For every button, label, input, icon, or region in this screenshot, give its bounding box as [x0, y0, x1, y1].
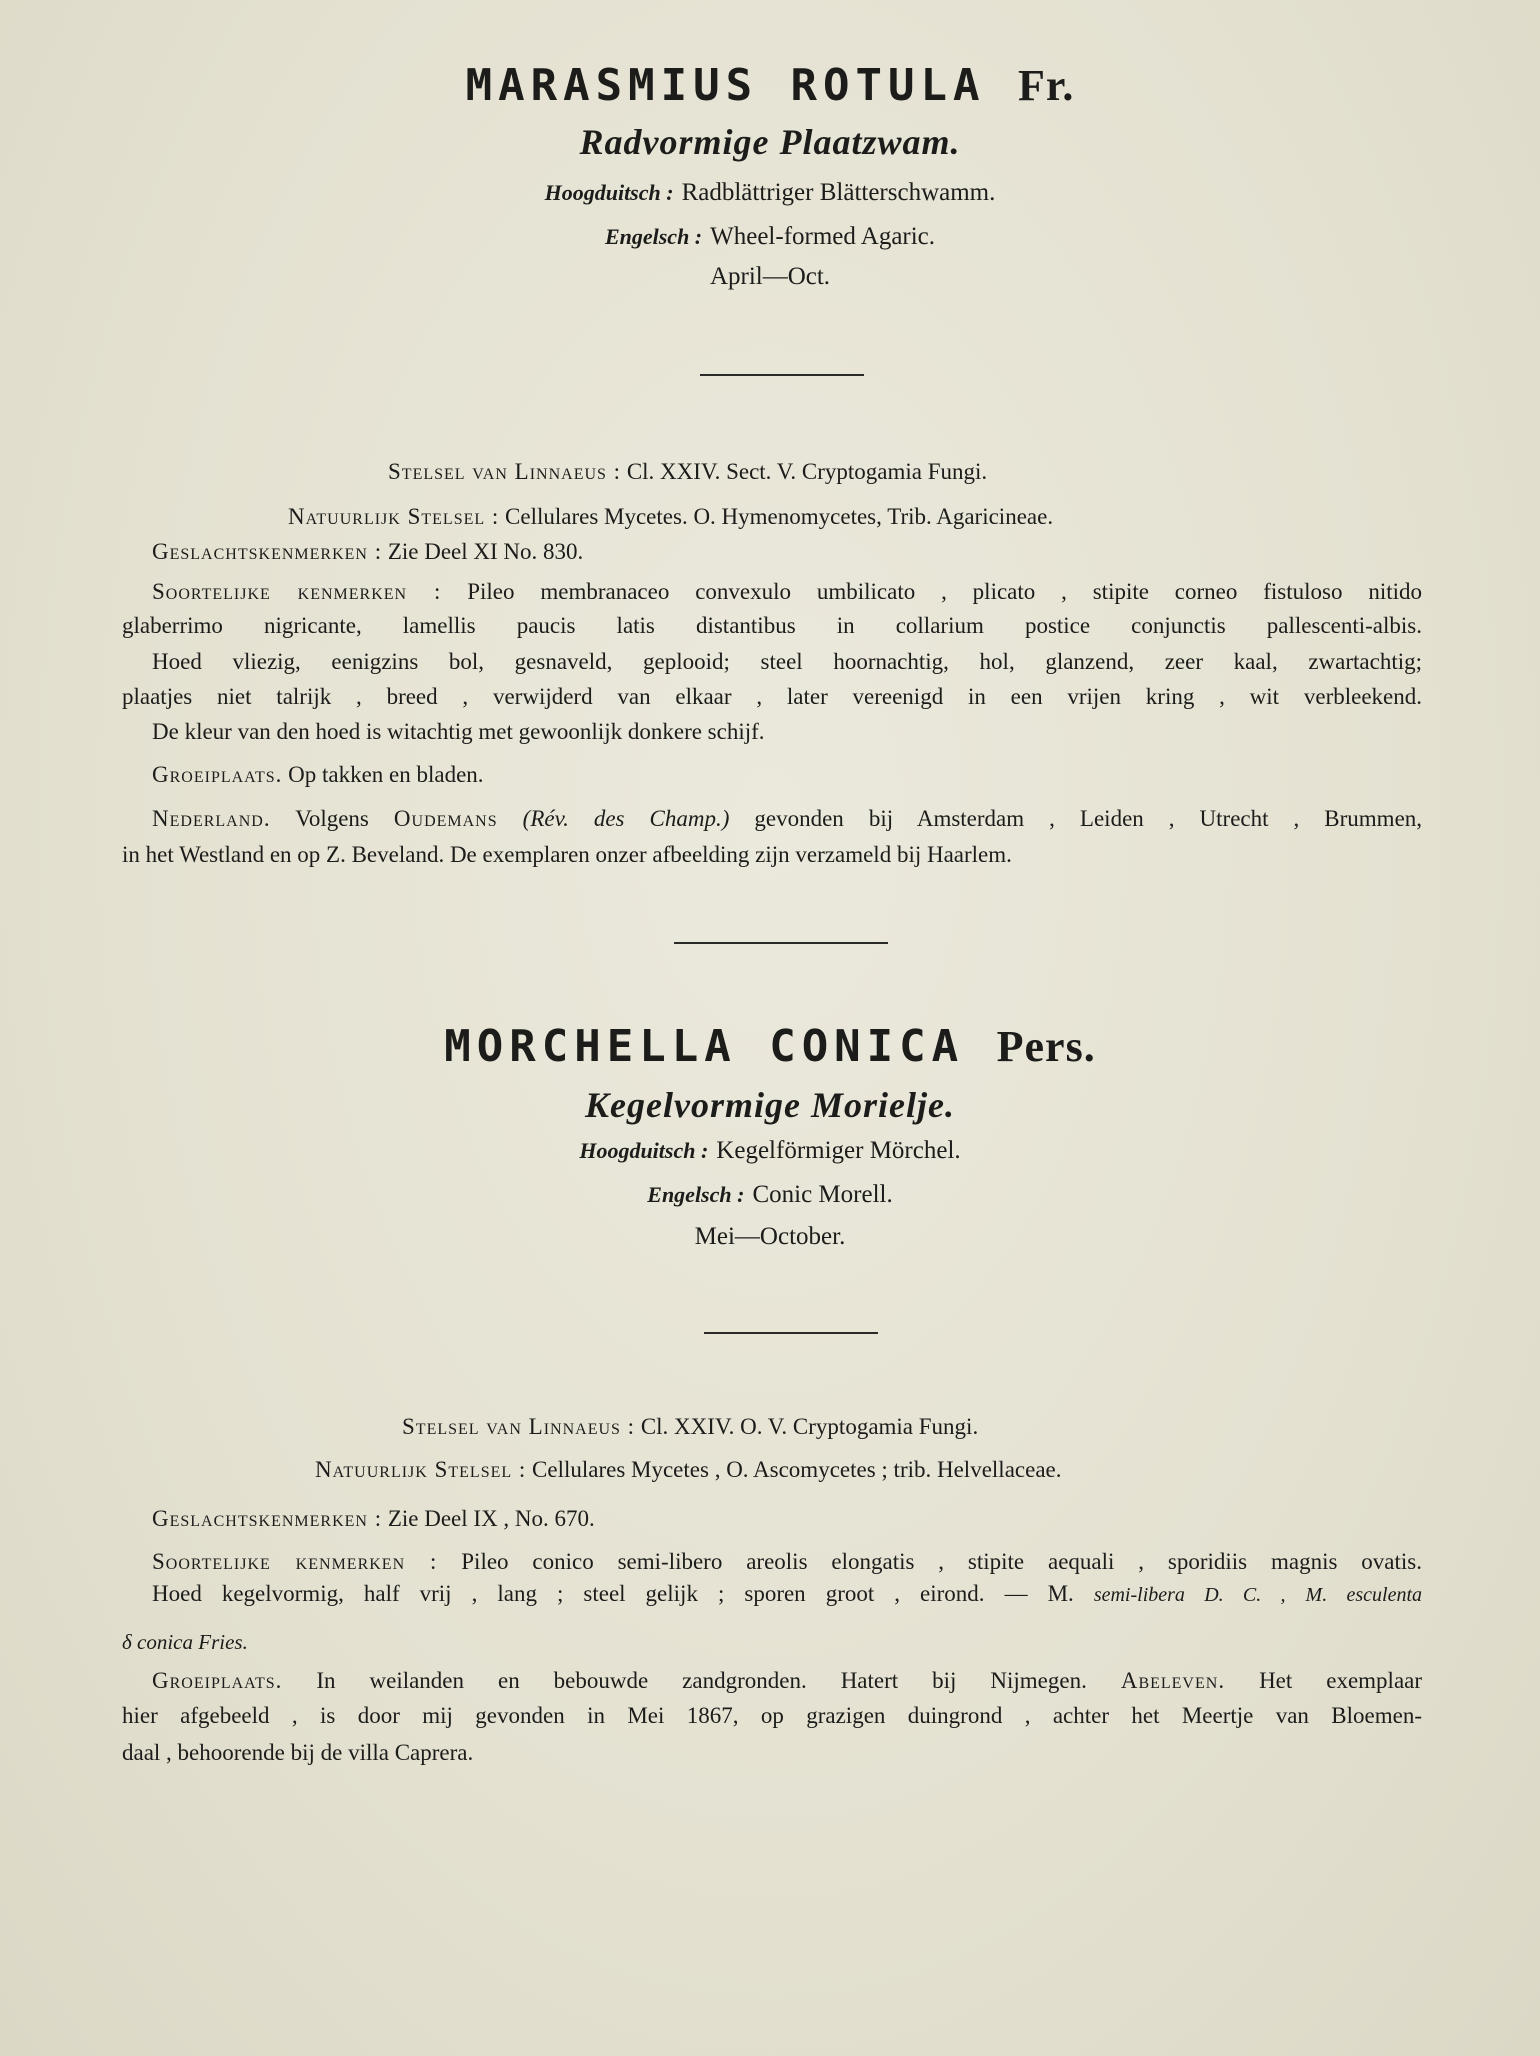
entry2-german-name: Kegelförmiger Mörchel.: [716, 1137, 961, 1164]
entry1-habitat: [152, 758, 484, 791]
entry2-natural-value: Cellulares Mycetes , O. Ascomycetes ; trib. Helvellaceae.: [532, 1457, 1062, 1482]
entry2-species: [152, 1545, 1422, 1578]
entry2-title: [0, 1021, 1540, 1072]
entry1-habitat-value: Op takken en bladen.: [288, 762, 484, 787]
entry1-nl-text-1: Volgens: [295, 806, 369, 831]
entry1-linnaeus-value: Cl. XXIV. Sect. V. Cryptogamia Fungi.: [626, 459, 988, 484]
entry1-species-line2: glaberrimo nigricante, lamellis paucis latis distantibus in collarium postice conjunctis pallescenti-albis.: [122, 613, 1422, 638]
entry1-desc-line1: Hoed vliezig, eenigzins bol, gesnaveld, geplooid; steel hoornachtig, hol, glanzend, zeer kaal, zwartachtig;: [152, 649, 1422, 674]
entry2-subtitle: Kegelvormige Morielje.: [585, 1085, 955, 1125]
entry1-linnaeus: [388, 455, 987, 488]
entry2-desc-syn-1: semi-libera D. C. ,: [1093, 1584, 1286, 1606]
entry1-genus: [152, 535, 583, 568]
section-divider: [674, 942, 888, 944]
entry1-species-line1: [152, 575, 1422, 608]
entry2-english: [0, 1182, 1540, 1207]
entry1-english: [0, 224, 1540, 249]
entry2-linnaeus-label: Stelsel van Linnaeus :: [402, 1414, 636, 1439]
entry2-desc-line1: [152, 1577, 1422, 1612]
entry2-title-text: MORCHELLA CONICA: [444, 1021, 965, 1072]
entry1-genus-label: Geslachtskenmerken :: [152, 539, 383, 564]
entry2-habitat-text: In weilanden en bebouwde zandgronden. Hatert bij Nijmegen.: [316, 1668, 1087, 1693]
entry2-desc-line2: δ conica Fries.: [122, 1630, 248, 1654]
entry2-habitat-text-2: Het exemplaar: [1259, 1668, 1423, 1693]
entry2-period: Mei—October.: [694, 1223, 846, 1250]
entry1-english-name: Wheel-formed Agaric.: [710, 223, 936, 250]
entry2-natural-label: Natuurlijk Stelsel :: [315, 1457, 527, 1482]
entry1-german-label: Hoogduitsch :: [544, 180, 674, 205]
entry1-german: [0, 180, 1540, 205]
entry2-rule-top: [704, 1332, 878, 1334]
entry2-habitat-label: Groeiplaats.: [152, 1668, 283, 1693]
entry2-author: Pers.: [996, 1022, 1096, 1071]
entry2-linnaeus: [402, 1410, 978, 1443]
entry1-german-name: Radblättriger Blätterschwamm.: [681, 179, 996, 206]
entry1-nl-line1: [152, 802, 1422, 835]
entry2-species-label: Soortelijke kenmerken :: [152, 1549, 438, 1574]
entry2-english-label: Engelsch :: [647, 1182, 745, 1207]
entry2-linnaeus-value: Cl. XXIV. O. V. Cryptogamia Fungi.: [640, 1414, 979, 1439]
entry2-species-value: Pileo conico semi-libero areolis elongatis , stipite aequali , sporidiis magnis ovatis.: [461, 1549, 1422, 1574]
entry1-subtitle: Radvormige Plaatzwam.: [579, 122, 961, 162]
entry2-habitat-author: Abeleven.: [1120, 1668, 1226, 1693]
entry1-nl-author: Oudemans: [393, 806, 498, 831]
entry2-desc-text: Hoed kegelvormig, half vrij , lang ; steel gelijk ; sporen groot , eirond. — M.: [152, 1581, 1074, 1606]
entry1-desc-line2: plaatjes niet talrijk , breed , verwijderd van elkaar , later vereenigd in een vrijen kring , wit verbleekend.: [122, 684, 1422, 709]
entry2-genus-label: Geslachtskenmerken :: [152, 1506, 383, 1531]
entry1-author: Fr.: [1017, 61, 1075, 110]
entry1-genus-value: Zie Deel XI No. 830.: [387, 539, 584, 564]
entry1-natural-label: Natuurlijk Stelsel :: [288, 504, 500, 529]
entry2-habitat-line3: daal , behoorende bij de villa Caprera.: [122, 1740, 474, 1765]
entry2-genus-value: Zie Deel IX , No. 670.: [387, 1506, 595, 1531]
entry1-species-text-1: Pileo membranaceo convexulo umbilicato , plicato , stipite corneo fistuloso nitido: [467, 579, 1422, 604]
entry1-nl-label: Nederland.: [152, 806, 271, 831]
entry2-habitat-line1: [152, 1664, 1422, 1697]
entry2-habitat-line2: hier afgebeeld , is door mij gevonden in Mei 1867, op grazigen duingrond , achter het Meertje van Bloemen-: [122, 1703, 1422, 1728]
entry1-natural: [288, 500, 1053, 533]
entry2-german-label: Hoogduitsch :: [579, 1138, 709, 1163]
entry1-desc-line3: De kleur van den hoed is witachtig met gewoonlijk donkere schijf.: [152, 719, 765, 744]
entry2-natural: [315, 1453, 1061, 1486]
entry1-nl-line2: in het Westland en op Z. Beveland. De exemplaren onzer afbeelding zijn verzameld bij Haarlem.: [122, 842, 1012, 867]
entry2-genus: [152, 1502, 595, 1535]
entry1-rule-top: [700, 374, 864, 376]
entry1-natural-value: Cellulares Mycetes. O. Hymenomycetes, Trib. Agaricineae.: [505, 504, 1054, 529]
entry2-german: [0, 1138, 1540, 1163]
entry1-english-label: Engelsch :: [604, 224, 703, 249]
entry1-period: April—Oct.: [709, 263, 831, 290]
entry1-linnaeus-label: Stelsel van Linnaeus :: [388, 459, 622, 484]
entry1-habitat-label: Groeiplaats.: [152, 762, 283, 787]
entry1-species-label: Soortelijke kenmerken :: [152, 579, 442, 604]
entry2-desc-syn-2: M. esculenta: [1305, 1584, 1423, 1606]
entry1-nl-ref: (Rév. des Champ.): [522, 806, 730, 831]
entry1-title-text: MARASMIUS ROTULA: [465, 60, 986, 111]
entry1-nl-text-2: gevonden bij Amsterdam , Leiden , Utrecht , Brummen,: [754, 806, 1423, 831]
entry2-english-name: Conic Morell.: [752, 1181, 893, 1208]
entry1-title: [0, 60, 1540, 111]
